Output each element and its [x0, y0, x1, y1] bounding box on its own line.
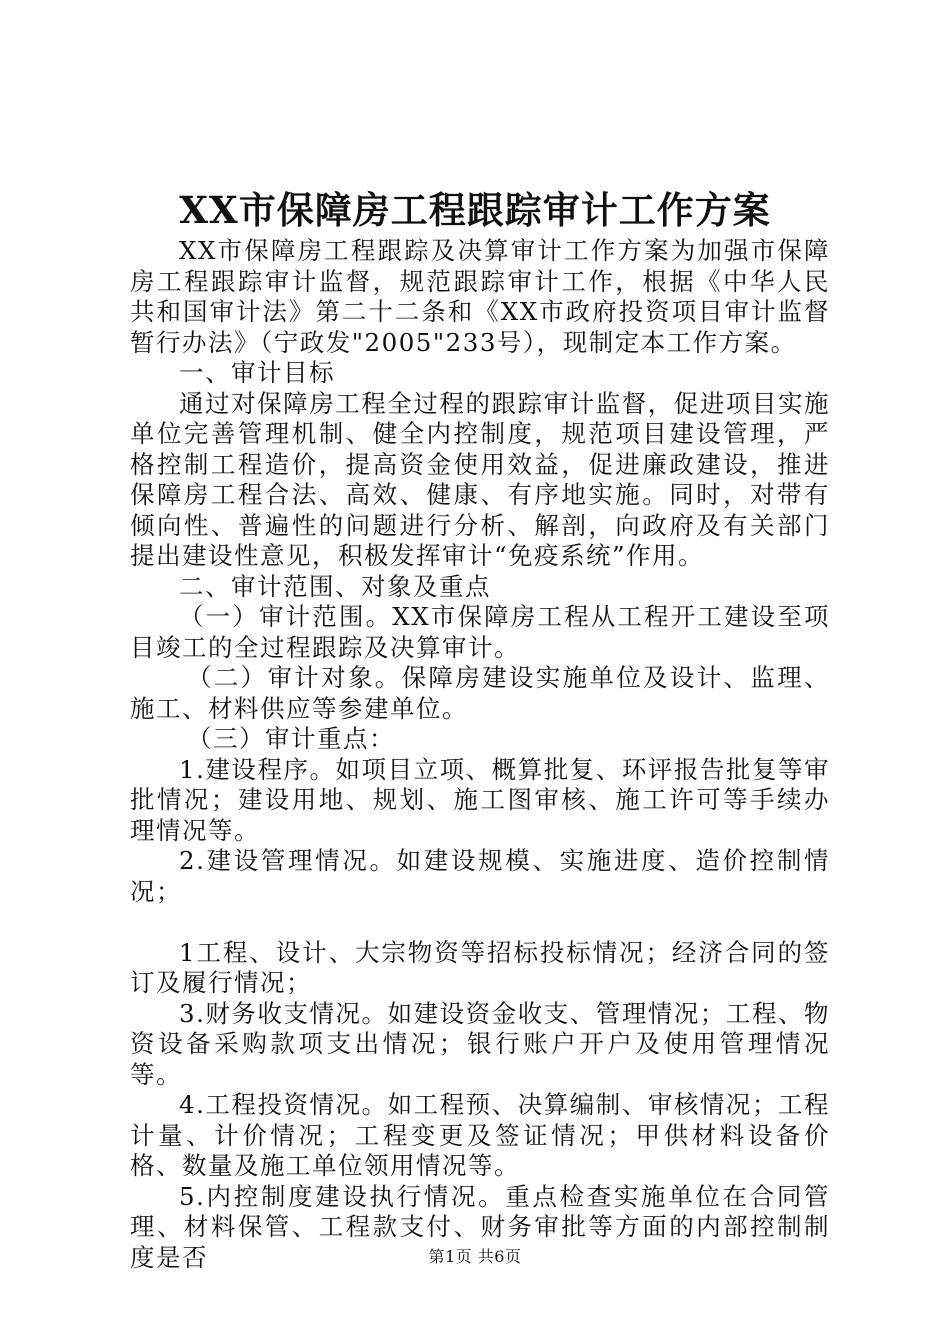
section-heading-audit-scope: 二、审计范围、对象及重点	[179, 571, 491, 601]
list-item-construction-management: 2.建设管理情况。如建设规模、实施进度、造价控制情况；	[130, 846, 830, 906]
audit-object-paragraph: （二）审计对象。保障房建设实施单位及设计、监理、施工、材料供应等参建单位。	[130, 663, 830, 723]
section-heading-audit-goal: 一、审计目标	[179, 358, 335, 387]
blank-line	[130, 907, 830, 938]
document-body	[130, 236, 830, 1273]
list-item-internal-control: 5.内控制度建设执行情况。重点检查实施单位在合同管理、材料保管、工程款支付、财务审批等方面的内部控制制度是否	[130, 1181, 830, 1272]
page-footer: 第1页 共6页	[428, 1247, 522, 1266]
list-item-investment: 4.工程投资情况。如工程预、决算编制、审核情况；工程计量、计价情况；工程变更及签证情况；甲供材料设备价格、数量及施工单位领用情况等。	[130, 1090, 830, 1180]
intro-paragraph: XX市保障房工程跟踪及决算审计工作方案为加强市保障房工程跟踪审计监督，规范跟踪审计工作，根据《中华人民共和国审计法》第二十二条和《XX市政府投资项目审计监督暂行办法》（宁政发"2005"233号），现制定本工作方案。	[130, 236, 830, 357]
audit-scope-paragraph: （一）审计范围。XX市保障房工程从工程开工建设至项目竣工的全过程跟踪及决算审计。	[130, 602, 830, 662]
list-item-bidding: 1工程、设计、大宗物资等招标投标情况；经济合同的签订及履行情况；	[130, 937, 830, 997]
list-item-construction-procedure: 1.建设程序。如项目立项、概算批复、环评报告批复等审批情况；建设用地、规划、施工图审核、施工许可等手续办理情况等。	[130, 754, 830, 845]
list-item-financial: 3.财务收支情况。如建设资金收支、管理情况；工程、物资设备采购款项支出情况；银行账户开户及使用管理情况等。	[130, 998, 830, 1089]
page-title: XX市保障房工程跟踪审计工作方案	[179, 188, 771, 232]
audit-goal-paragraph: 通过对保障房工程全过程的跟踪审计监督，促进项目实施单位完善管理机制、健全内控制度，规范项目建设管理，严格控制工程造价，提高资金使用效益，促进廉政建设，推进保障房工程合法、高效、健康、有序地实施。同时，对带有倾向性、普遍性的问题进行分析、解剖，向政府及有关部门提出建设性意见，积极发挥审计“免疫系统”作用。	[130, 388, 830, 570]
audit-focus-heading: （三）审计重点：	[187, 724, 395, 753]
